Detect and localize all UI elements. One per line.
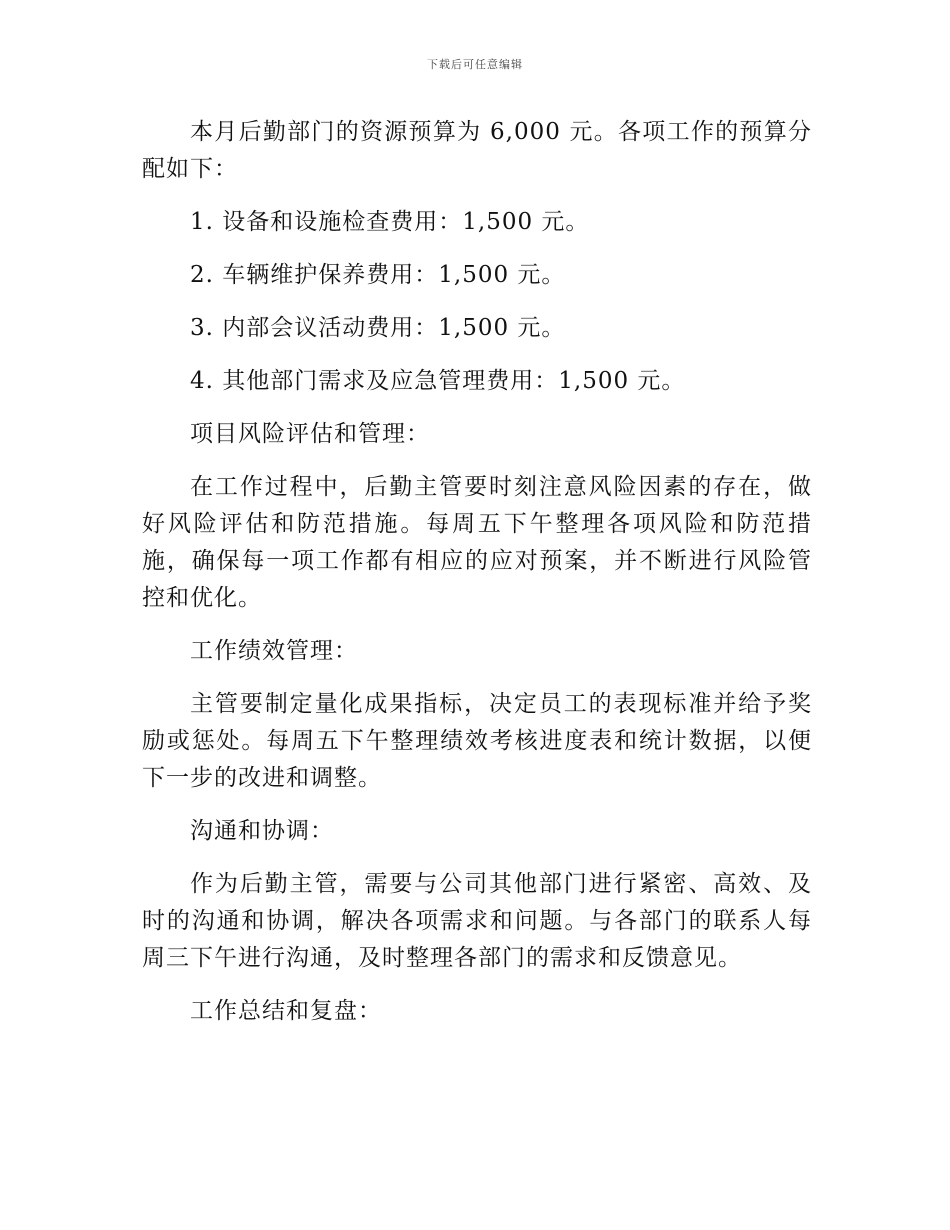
page-header: 下载后可任意编辑 — [427, 58, 523, 71]
risk-paragraph: 在工作过程中，后勤主管要时刻注意风险因素的存在，做好风险评估和防范措施。每周五下午整理各项风险和防范措施，确保每一项工作都有相应的应对预案，并不断进行风险管控和优化。 — [142, 474, 812, 611]
performance-paragraph: 主管要制定量化成果指标，决定员工的表现标准并给予奖励或惩处。每周五下午整理绩效考核进度表和统计数据，以便下一步的改进和调整。 — [142, 691, 812, 791]
document-body — [142, 114, 812, 1046]
communication-heading: 沟通和协调： — [190, 818, 334, 844]
budget-item: 4. 其他部门需求及应急管理费用：1,500 元。 — [190, 368, 686, 394]
communication-paragraph: 作为后勤主管，需要与公司其他部门进行紧密、高效、及时的沟通和协调，解决各项需求和问题。与各部门的联系人每周三下午进行沟通，及时整理各部门的需求和反馈意见。 — [142, 871, 812, 971]
performance-heading: 工作绩效管理： — [190, 638, 358, 664]
budget-item: 3. 内部会议活动费用：1,500 元。 — [190, 315, 566, 341]
budget-intro-paragraph: 本月后勤部门的资源预算为 6,000 元。各项工作的预算分配如下： — [142, 119, 812, 182]
budget-item: 1. 设备和设施检查费用：1,500 元。 — [190, 209, 590, 235]
budget-item: 2. 车辆维护保养费用：1,500 元。 — [190, 262, 566, 288]
summary-heading: 工作总结和复盘： — [190, 998, 382, 1024]
risk-heading: 项目风险评估和管理： — [190, 421, 430, 447]
